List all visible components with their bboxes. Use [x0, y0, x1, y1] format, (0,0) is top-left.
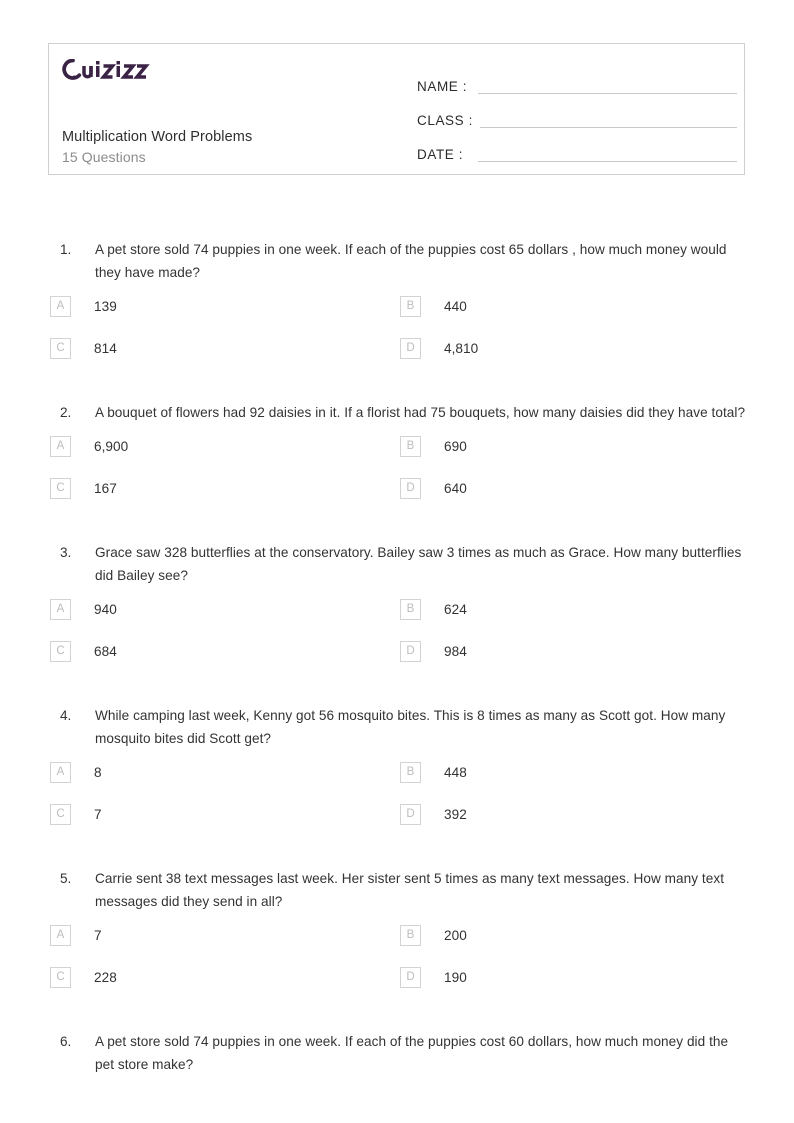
option-b[interactable] [400, 296, 750, 338]
option-letter-box-b: B [400, 599, 421, 620]
option-text-c: 814 [94, 341, 117, 356]
options-row [50, 762, 754, 804]
option-text-d: 392 [444, 807, 467, 822]
class-field-row [417, 97, 737, 131]
class-field-input[interactable] [480, 126, 737, 128]
option-text-c: 167 [94, 481, 117, 496]
option-b[interactable] [400, 599, 750, 641]
options-grid [0, 762, 794, 846]
options-row [50, 296, 754, 338]
options-grid [0, 296, 794, 380]
quizizz-logo [62, 58, 401, 84]
option-letter-box-c: C [50, 804, 71, 825]
option-text-a: 940 [94, 602, 117, 617]
option-c[interactable] [50, 641, 400, 683]
option-d[interactable] [400, 641, 750, 683]
option-a[interactable] [50, 436, 400, 478]
option-letter-box-a: A [50, 762, 71, 783]
option-letter-box-b: B [400, 436, 421, 457]
option-letter-box-a: A [50, 296, 71, 317]
options-grid [0, 436, 794, 520]
option-letter-box-d: D [400, 967, 421, 988]
question-block [0, 541, 794, 704]
option-a[interactable] [50, 762, 400, 804]
question-block [0, 867, 794, 1030]
option-text-d: 640 [444, 481, 467, 496]
question-spacer [0, 380, 794, 401]
option-text-b: 690 [444, 439, 467, 454]
option-letter-box-d: D [400, 478, 421, 499]
option-c[interactable] [50, 804, 400, 846]
student-info-fields [417, 63, 737, 165]
option-b[interactable] [400, 925, 750, 967]
option-text-c: 684 [94, 644, 117, 659]
option-letter-box-b: B [400, 762, 421, 783]
option-text-b: 624 [444, 602, 467, 617]
option-letter-box-a: A [50, 925, 71, 946]
question-text: Grace saw 328 butterflies at the conservatory. Bailey saw 3 times as much as Grace. How many butterflies did Bailey see? [95, 545, 742, 583]
date-field-row [417, 131, 737, 165]
question-text: While camping last week, Kenny got 56 mosquito bites. This is 8 times as many as Scott got. How many mosquito bites did Scott get? [95, 708, 726, 746]
quiz-title: Multiplication Word Problems [62, 129, 253, 145]
option-letter-box-d: D [400, 641, 421, 662]
option-a[interactable] [50, 599, 400, 641]
name-field-input[interactable] [478, 92, 737, 94]
option-text-b: 448 [444, 765, 467, 780]
option-letter-box-c: C [50, 967, 71, 988]
option-a[interactable] [50, 925, 400, 967]
question-number: 6. [60, 1034, 72, 1049]
option-b[interactable] [400, 762, 750, 804]
option-text-c: 7 [94, 807, 102, 822]
option-text-d: 4,810 [444, 341, 479, 356]
option-letter-box-a: A [50, 436, 71, 457]
question-block [0, 238, 794, 401]
questions-list [0, 238, 794, 1076]
option-text-b: 440 [444, 299, 467, 314]
option-text-a: 7 [94, 928, 102, 943]
question-number: 3. [60, 545, 72, 560]
option-c[interactable] [50, 967, 400, 1009]
option-text-a: 139 [94, 299, 117, 314]
question-text: A bouquet of flowers had 92 daisies in it. If a florist had 75 bouquets, how many daisies did they have total? [95, 405, 746, 420]
question-spacer [0, 846, 794, 867]
options-row [50, 925, 754, 967]
header-left-column [61, 56, 401, 84]
options-row [50, 338, 754, 380]
question-header [0, 1030, 794, 1076]
option-letter-box-a: A [50, 599, 71, 620]
option-text-b: 200 [444, 928, 467, 943]
option-c[interactable] [50, 478, 400, 520]
question-block [0, 704, 794, 867]
class-field-label: CLASS : [417, 113, 473, 128]
option-text-a: 6,900 [94, 439, 129, 454]
question-number: 5. [60, 871, 72, 886]
question-header [0, 867, 794, 913]
question-text: A pet store sold 74 puppies in one week. If each of the puppies cost 60 dollars, how much money did the pet store make? [95, 1034, 729, 1072]
option-d[interactable] [400, 804, 750, 846]
option-letter-box-c: C [50, 641, 71, 662]
option-text-d: 984 [444, 644, 467, 659]
option-c[interactable] [50, 338, 400, 380]
question-header [0, 238, 794, 284]
question-header [0, 541, 794, 587]
option-text-c: 228 [94, 970, 117, 985]
options-row [50, 436, 754, 478]
option-d[interactable] [400, 967, 750, 1009]
option-text-a: 8 [94, 765, 102, 780]
option-letter-box-c: C [50, 338, 71, 359]
question-spacer [0, 1009, 794, 1030]
question-spacer [0, 520, 794, 541]
options-row [50, 967, 754, 1009]
option-d[interactable] [400, 478, 750, 520]
date-field-input[interactable] [478, 160, 737, 162]
question-text: Carrie sent 38 text messages last week. Her sister sent 5 times as many text messages. How many text messages did they send in all? [95, 871, 725, 909]
option-d[interactable] [400, 338, 750, 380]
option-a[interactable] [50, 296, 400, 338]
option-letter-box-b: B [400, 296, 421, 317]
quiz-question-count: 15 Questions [62, 149, 146, 165]
question-header [0, 704, 794, 750]
question-text: A pet store sold 74 puppies in one week. If each of the puppies cost 65 dollars , how much money would they have made? [95, 242, 727, 280]
option-letter-box-d: D [400, 804, 421, 825]
options-grid [0, 925, 794, 1009]
question-block [0, 1030, 794, 1076]
question-number: 4. [60, 708, 72, 723]
worksheet-header-card [48, 43, 745, 175]
question-number: 1. [60, 242, 72, 257]
name-field-row [417, 63, 737, 97]
name-field-label: NAME : [417, 79, 468, 94]
option-letter-box-c: C [50, 478, 71, 499]
quizizz-logo-icon [62, 59, 158, 83]
option-letter-box-b: B [400, 925, 421, 946]
options-row [50, 478, 754, 520]
question-number: 2. [60, 405, 72, 420]
date-field-label: DATE : [417, 147, 464, 162]
options-row [50, 641, 754, 683]
question-block [0, 401, 794, 541]
options-row [50, 804, 754, 846]
option-letter-box-d: D [400, 338, 421, 359]
question-spacer [0, 683, 794, 704]
question-header [0, 401, 794, 424]
option-b[interactable] [400, 436, 750, 478]
options-grid [0, 599, 794, 683]
options-row [50, 599, 754, 641]
option-text-d: 190 [444, 970, 467, 985]
